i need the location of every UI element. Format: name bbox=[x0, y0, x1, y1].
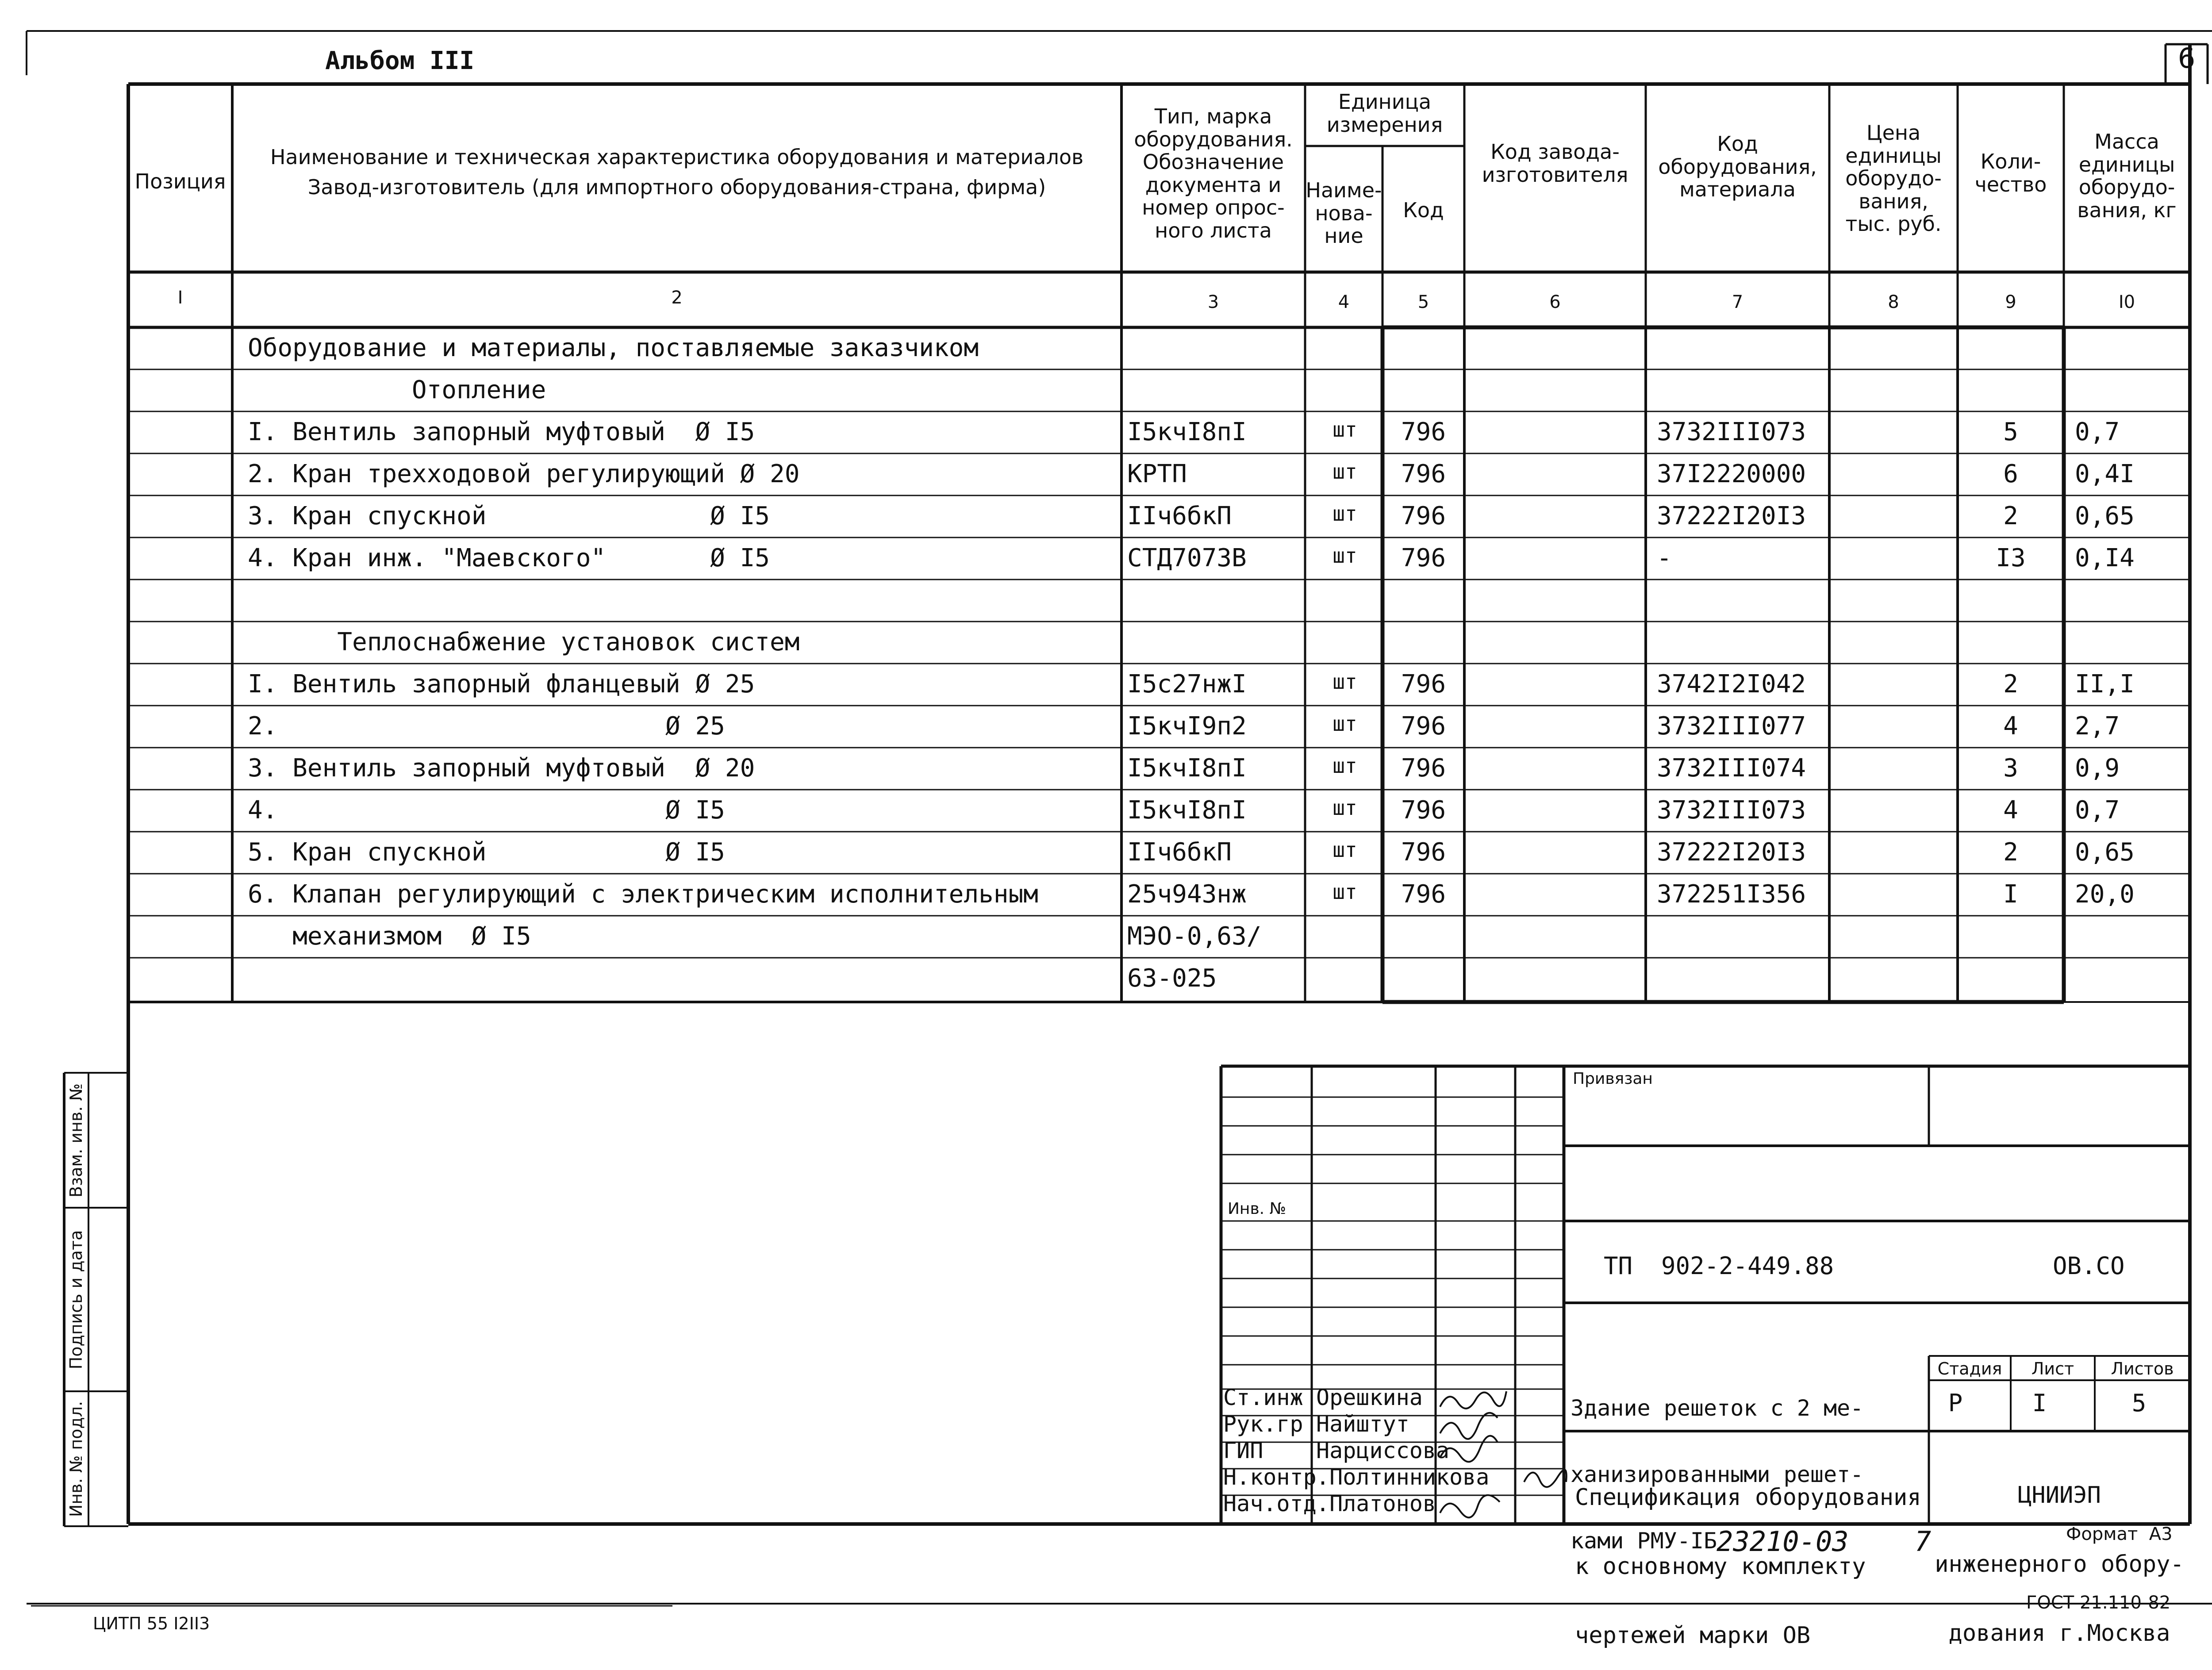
signer-name: Найштут bbox=[1316, 1411, 1409, 1437]
stage-value: Р bbox=[1948, 1389, 1963, 1417]
building-name: Здание решеток с 2 ме- ханизированными решет- ками РМУ-IБ bbox=[1571, 1395, 1864, 1554]
stage-label: Стадия bbox=[1937, 1359, 2002, 1378]
column-number: 2 bbox=[671, 288, 683, 308]
table-cell-unit: шт bbox=[1333, 880, 1357, 904]
table-cell-mass: 0,4I bbox=[2075, 460, 2135, 488]
column-number: 6 bbox=[1549, 292, 1561, 312]
table-cell-name: Отопление bbox=[248, 376, 546, 404]
header-unit-name: Наиме- нова- ние bbox=[1306, 178, 1382, 248]
table-cell-mass: 0,65 bbox=[2075, 838, 2135, 867]
table-cell-type: IIч6бкП bbox=[1127, 838, 1232, 867]
sheet-label: Лист bbox=[2031, 1359, 2074, 1378]
table-cell-name: 4. Ø I5 bbox=[248, 796, 725, 825]
table-cell-unit: шт bbox=[1333, 460, 1357, 484]
organization: ЦНИИЭП инженерного обору- дования г.Москва bbox=[1935, 1482, 2184, 1647]
table-cell-mass: 2,7 bbox=[2075, 712, 2120, 741]
table-cell-qty: 4 bbox=[2003, 796, 2018, 825]
signature-mark bbox=[1440, 1391, 1506, 1409]
table-cell-unit: шт bbox=[1333, 502, 1357, 526]
table-cell-qty: 2 bbox=[2003, 502, 2018, 530]
table-cell-qty: 4 bbox=[2003, 712, 2018, 741]
table-cell-name: 4. Кран инж. "Маевского" Ø I5 bbox=[248, 544, 770, 572]
signer-role: ГИП bbox=[1223, 1438, 1263, 1463]
table-cell-name: I. Вентиль запорный муфтовый Ø I5 bbox=[248, 418, 755, 446]
header-price: Цена единицы оборудо- вания, тыс. руб. bbox=[1845, 121, 1942, 236]
table-cell-mass: 0,65 bbox=[2075, 502, 2135, 530]
table-cell-unit: шт bbox=[1333, 838, 1357, 862]
table-cell-type: I5с27нжI bbox=[1127, 670, 1247, 699]
table-cell-name: механизмом Ø I5 bbox=[248, 922, 531, 951]
table-cell-mass: 0,I4 bbox=[2075, 544, 2135, 572]
signer-name: .Платонов bbox=[1316, 1491, 1436, 1516]
signer-name: .Полтинникова bbox=[1316, 1464, 1490, 1490]
column-number: 9 bbox=[2005, 292, 2016, 312]
table-cell-type: 25ч943нж bbox=[1127, 880, 1247, 909]
sheet-number: 6 bbox=[2177, 42, 2196, 74]
project-code: ТП 902-2-449.88 bbox=[1604, 1252, 1834, 1280]
column-number: I0 bbox=[2118, 292, 2135, 312]
table-cell-qty: 3 bbox=[2003, 754, 2018, 783]
table-cell-qty: 2 bbox=[2003, 838, 2018, 867]
table-cell-qty: 2 bbox=[2003, 670, 2018, 699]
table-cell-name: 6. Клапан регулирующий с электрическим исполнительным bbox=[248, 880, 1038, 909]
table-cell-mass: 20,0 bbox=[2075, 880, 2135, 909]
column-number: I bbox=[177, 288, 183, 308]
table-cell-mass: 0,7 bbox=[2075, 418, 2120, 446]
table-cell-type: I5кчI8пI bbox=[1127, 418, 1247, 446]
table-cell-eq-code: 3742I2I042 bbox=[1657, 670, 1806, 699]
table-cell-code: 796 bbox=[1401, 880, 1446, 909]
table-cell-eq-code: 3732III077 bbox=[1657, 712, 1806, 741]
header-mass: Масса единицы оборудо- вания, кг bbox=[2077, 130, 2177, 222]
signature-mark bbox=[1524, 1470, 1567, 1487]
table-cell-type: IIч6бкП bbox=[1127, 502, 1232, 530]
column-number: 8 bbox=[1888, 292, 1899, 312]
table-cell-qty: 5 bbox=[2003, 418, 2018, 446]
signer-name: Орешкина bbox=[1316, 1385, 1423, 1410]
table-cell-name: 2. Ø 25 bbox=[248, 712, 725, 741]
table-cell-name: Оборудование и материалы, поставляемые заказчиком bbox=[248, 334, 979, 362]
table-cell-type: I5кчI8пI bbox=[1127, 754, 1247, 783]
signer-name: Нарциссова bbox=[1316, 1438, 1450, 1463]
table-cell-code: 796 bbox=[1401, 838, 1446, 867]
sheets-label: Листов bbox=[2111, 1359, 2174, 1378]
table-cell-unit: шт bbox=[1333, 712, 1357, 736]
table-cell-unit: шт bbox=[1333, 796, 1357, 820]
table-cell-eq-code: 37222I20I3 bbox=[1657, 502, 1806, 530]
table-cell-qty: 6 bbox=[2003, 460, 2018, 488]
album-label: Альбом III bbox=[325, 46, 475, 75]
signature-mark bbox=[1440, 1413, 1498, 1439]
table-cell-eq-code: 37I2220000 bbox=[1657, 460, 1806, 488]
handwritten-number: 23210-03 7 bbox=[1717, 1525, 1932, 1558]
table-cell-name: 2. Кран трехходовой регулирующий Ø 20 bbox=[248, 460, 800, 488]
header-type-mark: Тип, марка оборудования. Обозначение документа и номер опрос- ного листа bbox=[1134, 104, 1293, 242]
signer-role: Н.контр bbox=[1223, 1464, 1317, 1490]
left-code: ЦИТП 55 I2II3 bbox=[93, 1614, 210, 1633]
sheets-value: 5 bbox=[2131, 1389, 2147, 1417]
table-cell-eq-code: - bbox=[1657, 544, 1672, 572]
table-cell-unit: шт bbox=[1333, 754, 1357, 778]
sheet-value: I bbox=[2032, 1389, 2047, 1417]
table-cell-eq-code: 3732III074 bbox=[1657, 754, 1806, 783]
table-cell-eq-code: 3732III073 bbox=[1657, 418, 1806, 446]
table-cell-name: 3. Кран спускной Ø I5 bbox=[248, 502, 770, 530]
header-name-line1: Наименование и техническая характеристика оборудования и материалов bbox=[270, 145, 1084, 169]
table-cell-code: 796 bbox=[1401, 670, 1446, 699]
column-number: 4 bbox=[1338, 292, 1350, 312]
format-label: Формат А3 bbox=[2066, 1524, 2173, 1544]
privyazan-label: Привязан bbox=[1573, 1070, 1653, 1088]
table-cell-eq-code: 372251I356 bbox=[1657, 880, 1806, 909]
column-number: 3 bbox=[1207, 292, 1219, 312]
table-cell-code: 796 bbox=[1401, 502, 1446, 530]
table-cell-unit: шт bbox=[1333, 418, 1357, 441]
document-title: Спецификация оборудования к основному комплекту чертежей марки ОВ bbox=[1575, 1484, 1921, 1649]
table-cell-code: 796 bbox=[1401, 460, 1446, 488]
table-cell-code: 796 bbox=[1401, 544, 1446, 572]
side-stamp-podpis: Подпись и дата bbox=[66, 1230, 86, 1370]
header-unit-code: Код bbox=[1403, 198, 1444, 222]
header-quantity: Коли- чество bbox=[1974, 150, 2047, 196]
table-cell-name: 5. Кран спускной Ø I5 bbox=[248, 838, 725, 867]
header-equipment-code: Код оборудования, материала bbox=[1658, 132, 1817, 202]
header-position: Позиция bbox=[134, 169, 226, 193]
table-cell-type: КРТП bbox=[1127, 460, 1187, 488]
table-cell-code: 796 bbox=[1401, 754, 1446, 783]
table-cell-code: 796 bbox=[1401, 796, 1446, 825]
table-cell-eq-code: 37222I20I3 bbox=[1657, 838, 1806, 867]
signer-role: Ст.инж bbox=[1223, 1385, 1303, 1410]
column-number: 7 bbox=[1732, 292, 1743, 312]
column-number: 5 bbox=[1417, 292, 1429, 312]
signer-role: Рук.гр bbox=[1223, 1411, 1303, 1437]
table-cell-name: 3. Вентиль запорный муфтовый Ø 20 bbox=[248, 754, 755, 783]
table-cell-unit: шт bbox=[1333, 544, 1357, 568]
gost-label: ГОСТ 21.110-82 bbox=[2026, 1593, 2171, 1613]
table-cell-type: МЭО-0,63/ bbox=[1127, 922, 1262, 951]
table-cell-code: 796 bbox=[1401, 418, 1446, 446]
drawing-mark: ОВ.СО bbox=[2053, 1252, 2125, 1280]
table-cell-type: I5кчI9п2 bbox=[1127, 712, 1247, 741]
table-cell-name: I. Вентиль запорный фланцевый Ø 25 bbox=[248, 670, 755, 699]
signer-role: Нач.отд bbox=[1223, 1491, 1317, 1516]
side-stamp-vzam: Взам. инв. № bbox=[66, 1083, 86, 1198]
table-cell-qty: I bbox=[2003, 880, 2018, 909]
table-cell-qty: I3 bbox=[1996, 544, 2026, 572]
table-cell-unit: шт bbox=[1333, 670, 1357, 694]
table-cell-type: СТД7073В bbox=[1127, 544, 1247, 572]
table-cell-name: Теплоснабжение установок систем bbox=[248, 628, 800, 656]
header-name-line2: Завод-изготовитель (для импортного оборудования-страна, фирма) bbox=[307, 175, 1046, 199]
table-cell-mass: 0,9 bbox=[2075, 754, 2120, 783]
table-cell-eq-code: 3732III073 bbox=[1657, 796, 1806, 825]
side-stamp-inv-podl: Инв. № подл. bbox=[66, 1401, 86, 1517]
header-unit-group: Единица измерения bbox=[1326, 90, 1443, 137]
table-cell-type: I5кчI8пI bbox=[1127, 796, 1247, 825]
table-cell-mass: II,I bbox=[2075, 670, 2135, 699]
table-cell-code: 796 bbox=[1401, 712, 1446, 741]
inv-no-label: Инв. № bbox=[1228, 1200, 1286, 1218]
table-cell-type: 63-025 bbox=[1127, 964, 1217, 993]
signature-mark bbox=[1440, 1495, 1500, 1518]
header-factory-code: Код завода- изготовителя bbox=[1482, 140, 1628, 187]
table-cell-mass: 0,7 bbox=[2075, 796, 2120, 825]
